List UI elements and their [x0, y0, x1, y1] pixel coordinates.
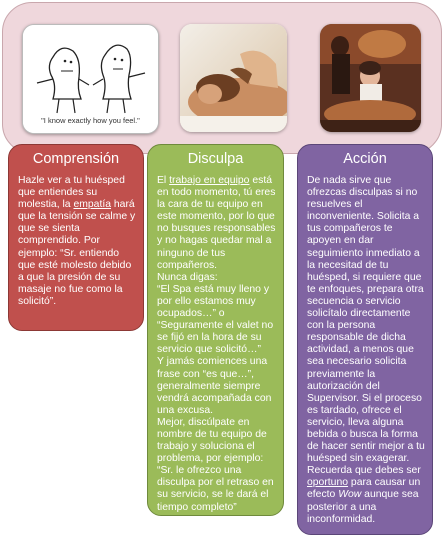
disculpa-p4: “Seguramente el valet no se fijó en la hora de su servicio que solicitó…”	[157, 320, 274, 356]
disculpa-p3: “El Spa está muy lleno y por ello estamos muy ocupados…” o	[157, 283, 270, 320]
disculpa-text: El trabajo en equipo está en todo momento, tú eres la cara de tu equipo en este momento, por lo que no busques responsables y no hagas quedar mal a ninguno de tus compañeros. Nunca digas: “El Spa está muy lleno y por ello estamos muy ocupados…” o “Seguramente el valet no se fijó en la hora de su servicio que solicitó…” Y jamás comiences una frase con “es que…”, generalmente siempre vendrá acompañada con una excusa. Mejor, discúlpate en nombre de tu equipo de trabajo y soluciona el problema, por ejemplo: “Sr. le ofrezco una disculpa por el retraso en su servicio, se le dará el tiempo completo”	[157, 175, 276, 513]
spa-photo	[320, 24, 421, 132]
disculpa-p5: Y jamás comiences una frase con “es que…”, generalmente siempre vendrá acompañada con una excusa.	[157, 356, 272, 416]
oportuno-link: oportuno	[307, 477, 349, 489]
disculpa-title: Disculpa	[187, 151, 244, 167]
comprension-title: Comprensión	[32, 151, 120, 167]
cartoon-caption: "I know exactly how you feel."	[41, 116, 140, 125]
comprension-card	[8, 144, 144, 331]
disculpa-p7: “Sr. le ofrezco una disculpa por el retraso en su servicio, se le dará el tiempo completo”	[157, 465, 274, 513]
disculpa-p6: Mejor, discúlpate en nombre de tu equipo de trabajo y soluciona el problema, por ejemplo:	[157, 416, 267, 465]
disculpa-card	[147, 144, 284, 516]
disculpa-p2: Nunca digas:	[157, 271, 218, 283]
accion-text: De nada sirve que ofrezcas disculpas si no resuelves el inconveniente. Solicita a tus compañeros te apoyen en dar seguimiento inmediato a la necesitad de tu huésped, si requiere que te enfoques, prepara otra secuencia o servicio solicítalo directamente con la persona responsable de dicha actividad, a menos que sea necesario solicita previamente la autorización del Supervisor. Si el proceso es tardado, ofrece el servicio, lleva alguna bebida o busca la forma de hacer sentir mejor a tu huésped sin exagerar. Recuerda que debes ser oportuno para causar un efecto Wow aunque sea posterior a una inconformidad.	[307, 175, 425, 525]
empatia-link: empatía	[73, 199, 111, 211]
accion-card	[297, 144, 433, 535]
massage-photo-drawing	[180, 24, 287, 132]
massage-photo	[180, 24, 287, 132]
cartoon-image	[22, 24, 159, 134]
spa-photo-drawing	[320, 24, 421, 132]
accion-title: Acción	[343, 151, 387, 167]
comprension-text: Hazle ver a tu huésped que entiendes su molestia, la empatía hará que la tensión se calme y que se sienta comprendido. Por ejemplo: “Sr. entiendo que esté molesto debido a que la presión de su masaje no fue como la solicitó”.	[18, 175, 136, 307]
trabajo-equipo-link: trabajo en equipo	[169, 175, 250, 186]
